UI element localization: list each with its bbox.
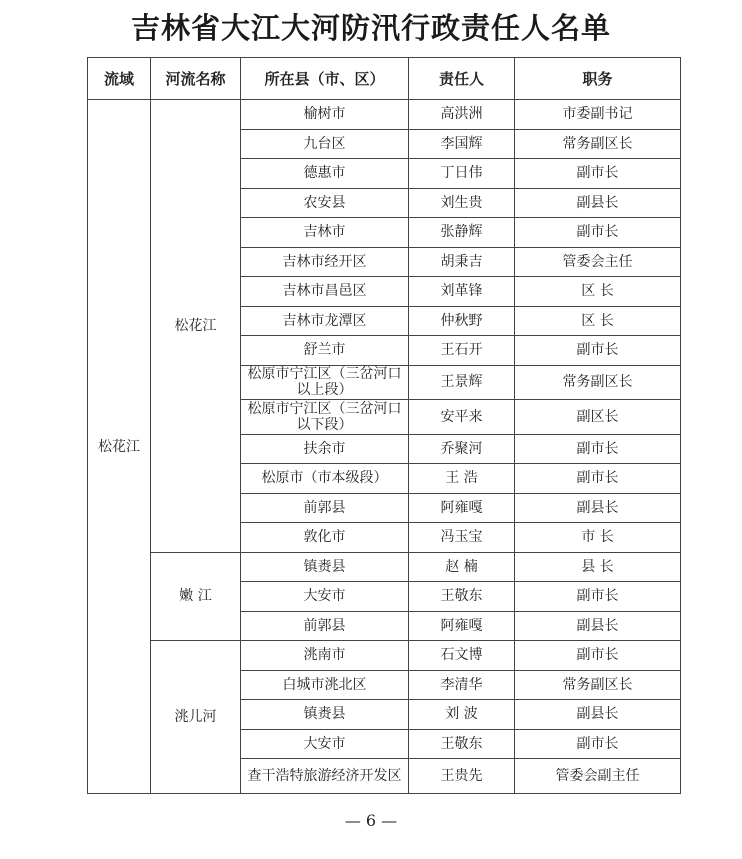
position-cell: 管委会主任 bbox=[515, 247, 681, 277]
person-cell: 王敬东 bbox=[409, 729, 515, 759]
county-cell: 吉林市 bbox=[241, 218, 409, 248]
table-row bbox=[88, 641, 681, 671]
county-cell: 前郭县 bbox=[241, 493, 409, 523]
position-cell: 副市长 bbox=[515, 336, 681, 366]
person-cell: 张静辉 bbox=[409, 218, 515, 248]
position-cell: 副市长 bbox=[515, 641, 681, 671]
person-cell: 石文博 bbox=[409, 641, 515, 671]
responsibility-table bbox=[87, 57, 681, 794]
position-cell: 副市长 bbox=[515, 464, 681, 494]
person-cell: 安平来 bbox=[409, 400, 515, 435]
person-cell: 胡秉吉 bbox=[409, 247, 515, 277]
person-cell: 赵 楠 bbox=[409, 552, 515, 582]
position-cell: 副市长 bbox=[515, 159, 681, 189]
position-cell: 常务副区长 bbox=[515, 365, 681, 400]
table-header-row bbox=[88, 58, 681, 100]
river-name-cell: 嫩 江 bbox=[151, 552, 241, 641]
county-cell: 大安市 bbox=[241, 729, 409, 759]
person-cell: 王贵先 bbox=[409, 759, 515, 794]
header-basin: 流域 bbox=[88, 58, 151, 100]
person-cell: 刘革锋 bbox=[409, 277, 515, 307]
county-cell: 镇赉县 bbox=[241, 552, 409, 582]
county-cell: 九台区 bbox=[241, 129, 409, 159]
position-cell: 区 长 bbox=[515, 277, 681, 307]
person-cell: 阿雍嘎 bbox=[409, 493, 515, 523]
county-cell: 白城市洮北区 bbox=[241, 670, 409, 700]
person-cell: 丁日伟 bbox=[409, 159, 515, 189]
position-cell: 县 长 bbox=[515, 552, 681, 582]
person-cell: 高洪洲 bbox=[409, 100, 515, 130]
county-cell: 松原市宁江区（三岔河口以下段） bbox=[241, 400, 409, 435]
county-cell: 大安市 bbox=[241, 582, 409, 612]
basin-cell: 松花江 bbox=[88, 100, 151, 794]
position-cell: 副县长 bbox=[515, 700, 681, 730]
county-cell: 农安县 bbox=[241, 188, 409, 218]
county-cell: 舒兰市 bbox=[241, 336, 409, 366]
person-cell: 冯玉宝 bbox=[409, 523, 515, 553]
person-cell: 李国辉 bbox=[409, 129, 515, 159]
position-cell: 副市长 bbox=[515, 729, 681, 759]
person-cell: 刘 波 bbox=[409, 700, 515, 730]
county-cell: 前郭县 bbox=[241, 611, 409, 641]
position-cell: 区 长 bbox=[515, 306, 681, 336]
county-cell: 松原市（市本级段） bbox=[241, 464, 409, 494]
county-cell: 吉林市经开区 bbox=[241, 247, 409, 277]
position-cell: 常务副区长 bbox=[515, 129, 681, 159]
person-cell: 王 浩 bbox=[409, 464, 515, 494]
county-cell: 敦化市 bbox=[241, 523, 409, 553]
document-title: 吉林省大江大河防汛行政责任人名单 bbox=[130, 11, 611, 45]
position-cell: 副县长 bbox=[515, 188, 681, 218]
position-cell: 副县长 bbox=[515, 611, 681, 641]
table-row bbox=[88, 552, 681, 582]
person-cell: 王敬东 bbox=[409, 582, 515, 612]
person-cell: 王石开 bbox=[409, 336, 515, 366]
county-cell: 吉林市龙潭区 bbox=[241, 306, 409, 336]
header-title: 职务 bbox=[515, 58, 681, 100]
position-cell: 副市长 bbox=[515, 218, 681, 248]
county-cell: 榆树市 bbox=[241, 100, 409, 130]
county-cell: 镇赉县 bbox=[241, 700, 409, 730]
river-name-cell: 洮儿河 bbox=[151, 641, 241, 794]
county-cell: 洮南市 bbox=[241, 641, 409, 671]
position-cell: 管委会副主任 bbox=[515, 759, 681, 794]
county-cell: 松原市宁江区（三岔河口以上段） bbox=[241, 365, 409, 400]
position-cell: 副区长 bbox=[515, 400, 681, 435]
position-cell: 市 长 bbox=[515, 523, 681, 553]
county-cell: 扶余市 bbox=[241, 434, 409, 464]
header-person: 责任人 bbox=[409, 58, 515, 100]
person-cell: 仲秋野 bbox=[409, 306, 515, 336]
page-number: — 6 — bbox=[344, 811, 398, 830]
person-cell: 王景辉 bbox=[409, 365, 515, 400]
county-cell: 吉林市昌邑区 bbox=[241, 277, 409, 307]
table-row bbox=[88, 100, 681, 130]
county-cell: 查干浩特旅游经济开发区 bbox=[241, 759, 409, 794]
person-cell: 李清华 bbox=[409, 670, 515, 700]
person-cell: 乔聚河 bbox=[409, 434, 515, 464]
position-cell: 副市长 bbox=[515, 582, 681, 612]
position-cell: 常务副区长 bbox=[515, 670, 681, 700]
header-river: 河流名称 bbox=[151, 58, 241, 100]
person-cell: 阿雍嘎 bbox=[409, 611, 515, 641]
position-cell: 副市长 bbox=[515, 434, 681, 464]
person-cell: 刘生贵 bbox=[409, 188, 515, 218]
header-county: 所在县（市、区） bbox=[241, 58, 409, 100]
position-cell: 副县长 bbox=[515, 493, 681, 523]
river-name-cell: 松花江 bbox=[151, 100, 241, 553]
position-cell: 市委副书记 bbox=[515, 100, 681, 130]
county-cell: 德惠市 bbox=[241, 159, 409, 189]
